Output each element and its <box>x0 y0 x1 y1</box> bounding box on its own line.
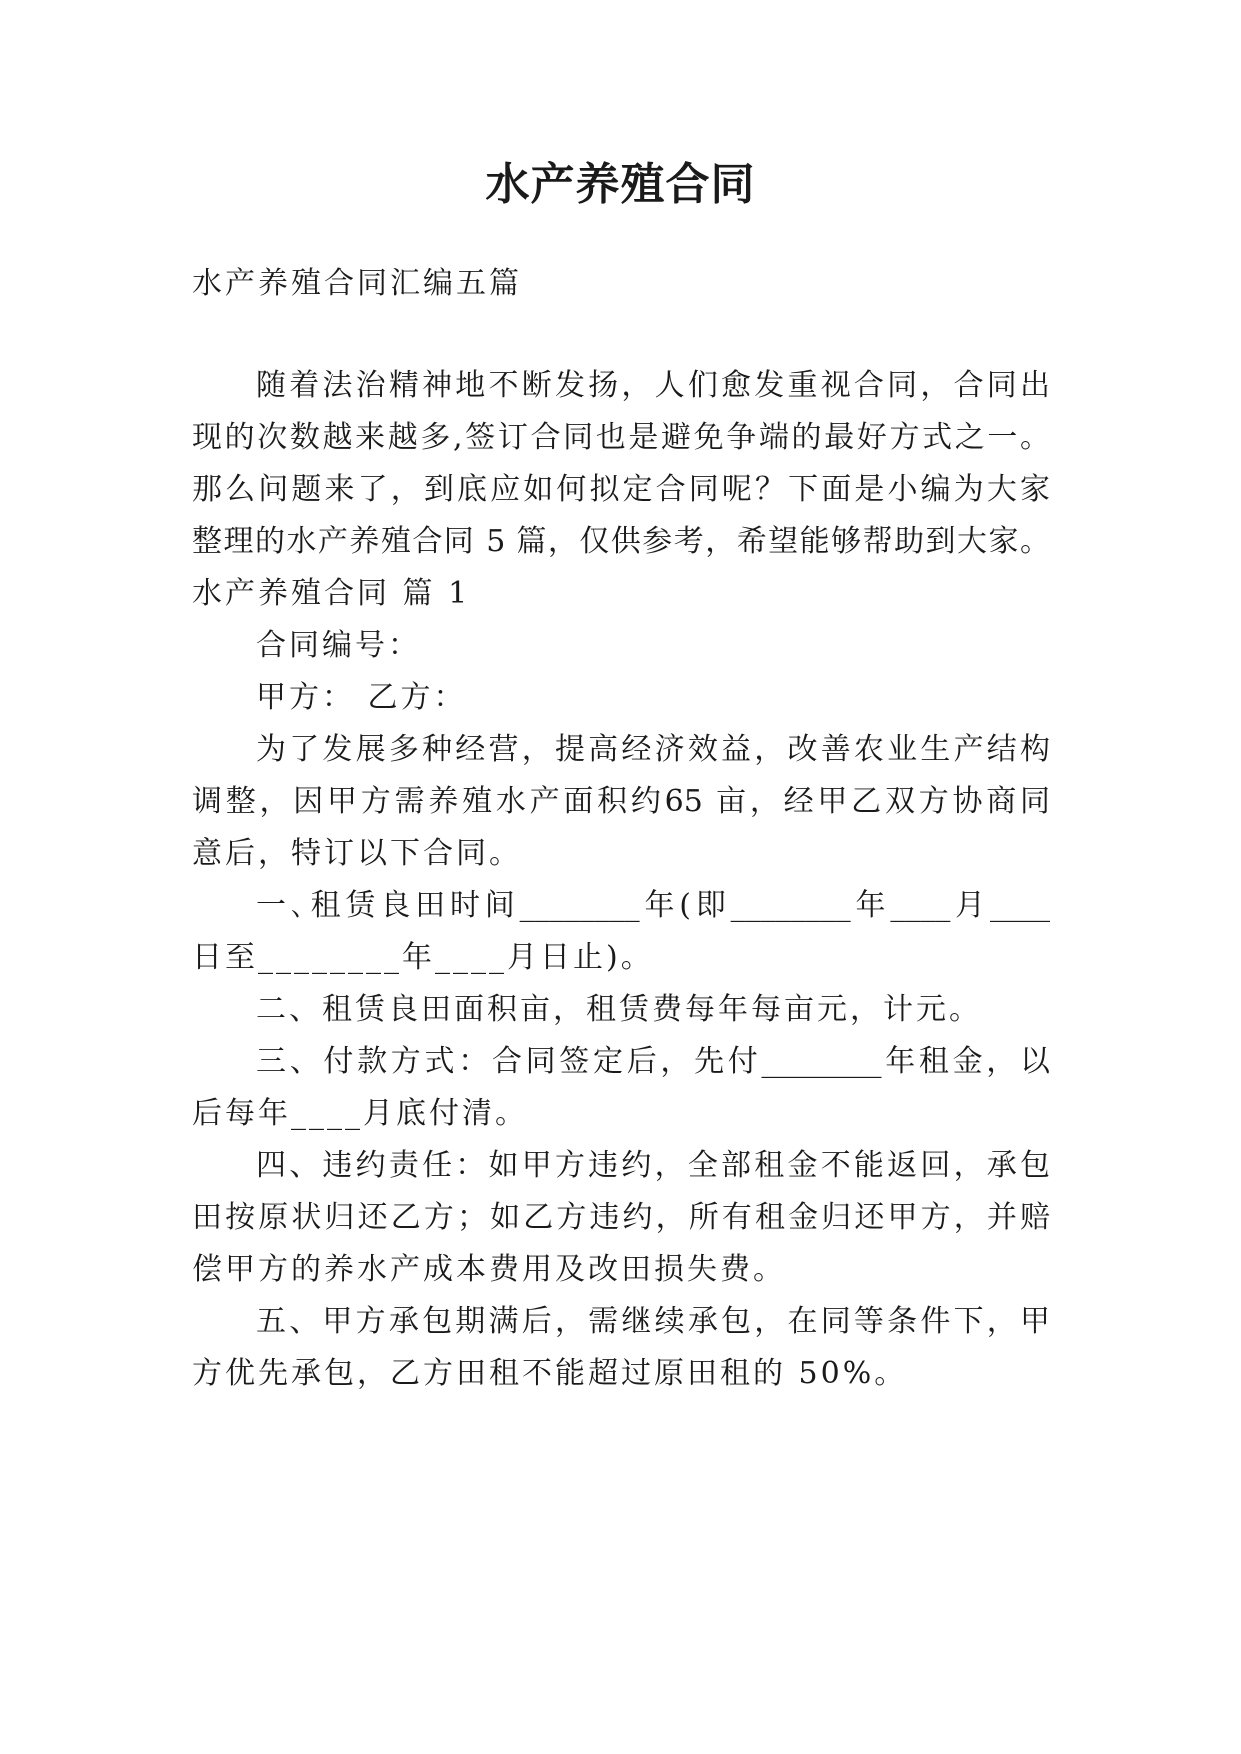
clause-5-line: 五、甲方承包期满后，需继续承包，在同等条件下，甲 <box>256 1304 1050 1339</box>
document-title: 水产养殖合同 <box>485 159 756 210</box>
contract-number-label: 合同编号： <box>256 628 421 663</box>
clause-5-line: 方优先承包，乙方田租不能超过原田租的 50%。 <box>192 1356 908 1391</box>
clause-4-line: 偿甲方的养水产成本费用及改田损失费。 <box>192 1252 786 1287</box>
clause-1-line: 一､租赁良田时间________年(即________年____月____ <box>256 888 1050 923</box>
document-subtitle: 水产养殖合同汇编五篇 <box>192 266 522 301</box>
clause-1-line: 日至________年____月日止)。 <box>192 940 654 975</box>
intro-paragraph-line: 现的次数越来越多,签订合同也是避免争端的最好方式之一。 <box>192 420 1050 455</box>
contract-paragraph-line: 调整，因甲方需养殖水产面积约65 亩，经甲乙双方协商同 <box>192 784 1050 819</box>
clause-3-line: 后每年____月底付清。 <box>192 1096 528 1131</box>
parties-line: 甲方： 乙方： <box>256 680 467 715</box>
intro-paragraph-line: 随着法治精神地不断发扬，人们愈发重视合同，合同出 <box>256 368 1050 403</box>
intro-paragraph-line: 那么问题来了，到底应如何拟定合同呢？下面是小编为大家 <box>192 472 1050 507</box>
contract-paragraph-line: 意后，特订以下合同。 <box>192 836 522 871</box>
clause-4-line: 田按原状归还乙方；如乙方违约，所有租金归还甲方，并赔 <box>192 1200 1050 1235</box>
contract-paragraph-line: 为了发展多种经营，提高经济效益，改善农业生产结构 <box>256 732 1050 767</box>
section-heading: 水产养殖合同 篇 1 <box>192 576 471 611</box>
clause-3-line: 三、付款方式：合同签定后，先付________年租金，以 <box>256 1044 1050 1079</box>
clause-2-line: 二、租赁良田面积亩，租赁费每年每亩元，计元。 <box>256 992 982 1027</box>
clause-4-line: 四、违约责任：如甲方违约，全部租金不能返回，承包 <box>256 1148 1050 1183</box>
intro-paragraph-line: 整理的水产养殖合同 5 篇，仅供参考，希望能够帮助到大家。 <box>192 524 1050 559</box>
